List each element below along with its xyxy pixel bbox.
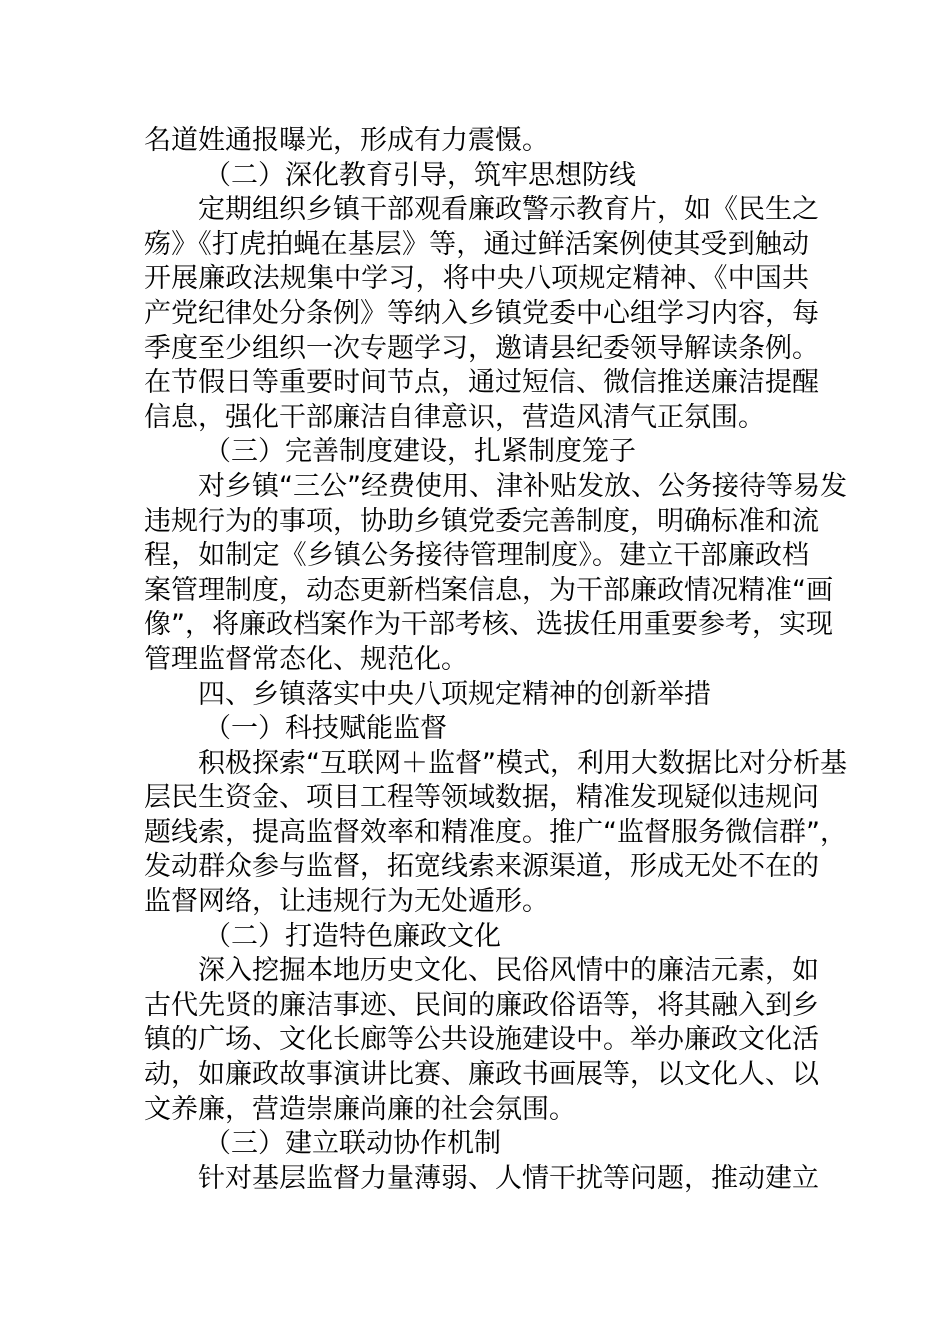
body-line: 定期组织乡镇干部观看廉政警示教育片，如《民生之 [198,194,819,226]
body-line: 古代先贤的廉洁事迹、民间的廉政俗语等，将其融入到乡 [144,989,819,1021]
body-line: 违规行为的事项，协助乡镇党委完善制度，明确标准和流 [144,505,819,537]
body-line: 动，如廉政故事演讲比赛、廉政书画展等，以文化人、以 [144,1059,819,1091]
body-line: 像”，将廉政档案作为干部考核、选拔任用重要参考，实现 [144,609,833,641]
body-line: 对乡镇“三公”经费使用、津补贴发放、公务接待等易发 [198,470,847,502]
body-line: 程，如制定《乡镇公务接待管理制度》。建立干部廉政档 [144,540,809,572]
body-line: 名道姓通报曝光，形成有力震慑。 [144,125,549,156]
body-line: 案管理制度，动态更新档案信息，为干部廉政情况精准“画 [144,574,833,606]
body-line: 殇》《打虎拍蝇在基层》等，通过鲜活案例使其受到触动 [144,228,809,260]
body-line: 信息，强化干部廉洁自律意识，营造风清气正氛围。 [144,401,765,433]
body-line: 在节假日等重要时间节点，通过短信、微信推送廉洁提醒 [144,367,819,399]
body-line: 开展廉政法规集中学习，将中央八项规定精神、《中国共 [144,263,809,295]
body-line: 监督网络，让违规行为无处遁形。 [144,886,549,918]
subsection-heading: （三）完善制度建设，扎紧制度笼子 [204,436,636,468]
section-heading: 四、乡镇落实中央八项规定精神的创新举措 [198,678,711,710]
body-line: 深入挖掘本地历史文化、民俗风情中的廉洁元素，如 [198,955,819,987]
body-line: 产党纪律处分条例》等纳入乡镇党委中心组学习内容，每 [144,297,819,329]
body-line: 针对基层监督力量薄弱、人情干扰等问题，推动建立 [198,1162,819,1194]
body-line: 文养廉，营造崇廉尚廉的社会氛围。 [144,1093,576,1125]
subsection-heading: （二）深化教育引导，筑牢思想防线 [204,159,636,191]
subsection-heading: （二）打造特色廉政文化 [204,920,501,952]
body-line: 层民生资金、项目工程等领域数据，精准发现疑似违规问 [144,782,819,814]
body-line: 镇的广场、文化长廊等公共设施建设中。举办廉政文化活 [144,1024,819,1056]
body-line: 管理监督常态化、规范化。 [144,643,468,675]
subsection-heading: （三）建立联动协作机制 [204,1128,501,1160]
body-line: 积极探索“互联网＋监督”模式，利用大数据比对分析基 [198,747,847,779]
body-line: 季度至少组织一次专题学习，邀请县纪委领导解读条例。 [144,332,819,364]
document-body [144,124,847,1196]
body-line: 发动群众参与监督，拓宽线索来源渠道，形成无处不在的 [144,851,819,883]
body-line: 题线索，提高监督效率和精准度。推广“监督服务微信群”， [144,816,847,848]
subsection-heading: （一）科技赋能监督 [204,713,447,745]
